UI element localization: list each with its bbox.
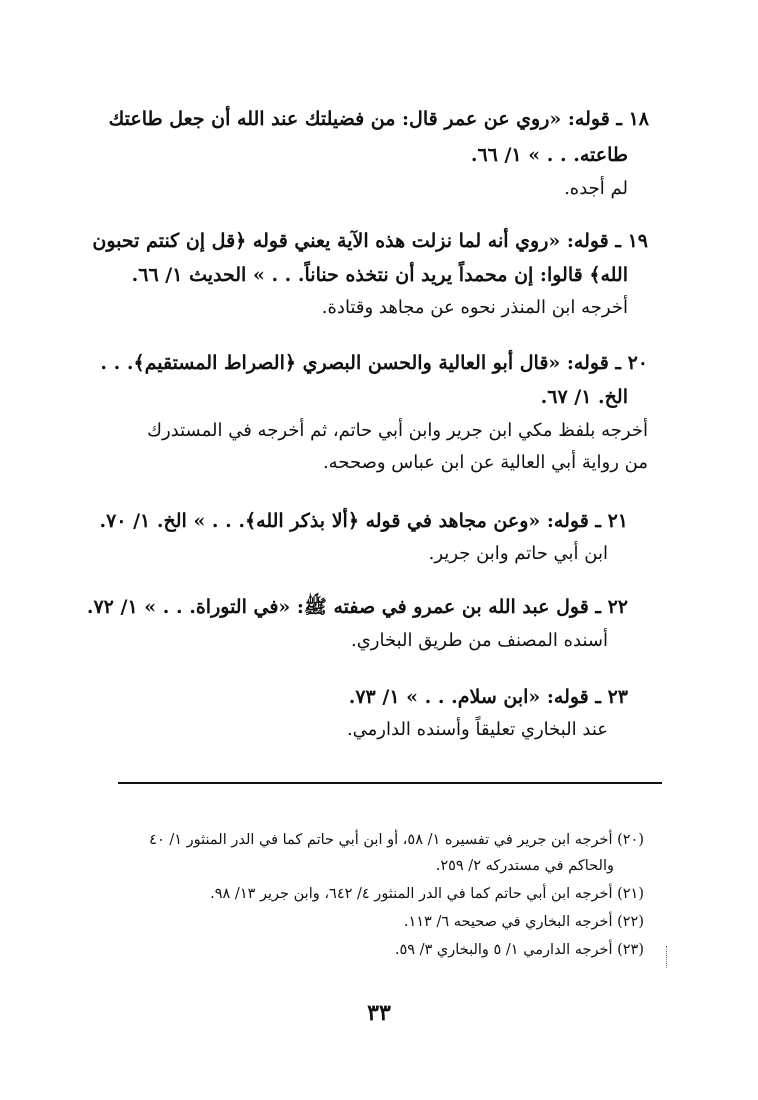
entry-21-line-1: ٢١ ـ قوله: «وعن مجاهد في قوله ﴿ألا بذكر الله﴾. . . » الخ. ١/ ٧٠. <box>99 510 628 532</box>
entry-22-line-1: ٢٢ ـ قول عبد الله بن عمرو في صفته ﷺ: «في التوراة. . . » ١/ ٧٢. <box>86 596 628 618</box>
margin-mark <box>666 946 668 968</box>
entry-19-comment: أخرجه ابن المنذر نحوه عن مجاهد وقتادة. <box>321 297 628 318</box>
entry-20-line-1: ٢٠ ـ قوله: «قال أبو العالية والحسن البصري ﴿الصراط المستقيم﴾. . . <box>100 352 648 374</box>
entry-18-comment: لم أجده. <box>564 178 628 199</box>
entry-19-line-1: ١٩ ـ قوله: «روي أنه لما نزلت هذه الآية يعني قوله ﴿قل إن كنتم تحبون <box>92 230 648 252</box>
footnote-23: (٢٣) أخرجه الدارمي ١/ ٥ والبخاري ٣/ ٥٩. <box>394 942 644 958</box>
entry-18-line-2: طاعته. . . » ١/ ٦٦. <box>470 144 628 166</box>
footnote-20-line-1: (٢٠) أخرجه ابن جرير في تفسيره ١/ ٥٨، أو ابن أبي حاتم كما في الدر المنثور ١/ ٤٠ <box>149 832 644 848</box>
entry-20-comment-line-1: أخرجه بلفظ مكي ابن جرير وابن أبي حاتم، ثم أخرجه في المستدرك <box>147 420 648 441</box>
footnote-20-line-2: والحاكم في مستدركه ٢/ ٢٥٩. <box>435 858 614 874</box>
page-number: ٣٣ <box>367 1000 391 1026</box>
footnote-22: (٢٢) أخرجه البخاري في صحيحه ٦/ ١١٣. <box>403 914 644 930</box>
footnote-21: (٢١) أخرجه ابن أبي حاتم كما في الدر المنثور ٤/ ٦٤٢، وابن جرير ١٣/ ٩٨. <box>210 886 644 902</box>
entry-21-comment: ابن أبي حاتم وابن جرير. <box>428 543 608 564</box>
entry-19-line-2: الله﴾ قالوا: إن محمداً يريد أن نتخذه حناناً. . . » الحديث ١/ ٦٦. <box>131 264 628 286</box>
entry-20-comment-line-2: من رواية أبي العالية عن ابن عباس وصححه. <box>322 452 648 473</box>
footnote-separator <box>118 782 662 784</box>
entry-23-line-1: ٢٣ ـ قوله: «ابن سلام. . . » ١/ ٧٣. <box>348 686 628 708</box>
entry-20-line-2: الخ. ١/ ٦٧. <box>540 386 628 408</box>
entry-23-comment: عند البخاري تعليقاً وأسنده الدارمي. <box>346 719 608 740</box>
entry-18-line-1: ١٨ ـ قوله: «روي عن عمر قال: من فضيلتك عند الله أن جعل طاعتك <box>108 108 649 130</box>
entry-22-comment: أسنده المصنف من طريق البخاري. <box>351 630 608 651</box>
